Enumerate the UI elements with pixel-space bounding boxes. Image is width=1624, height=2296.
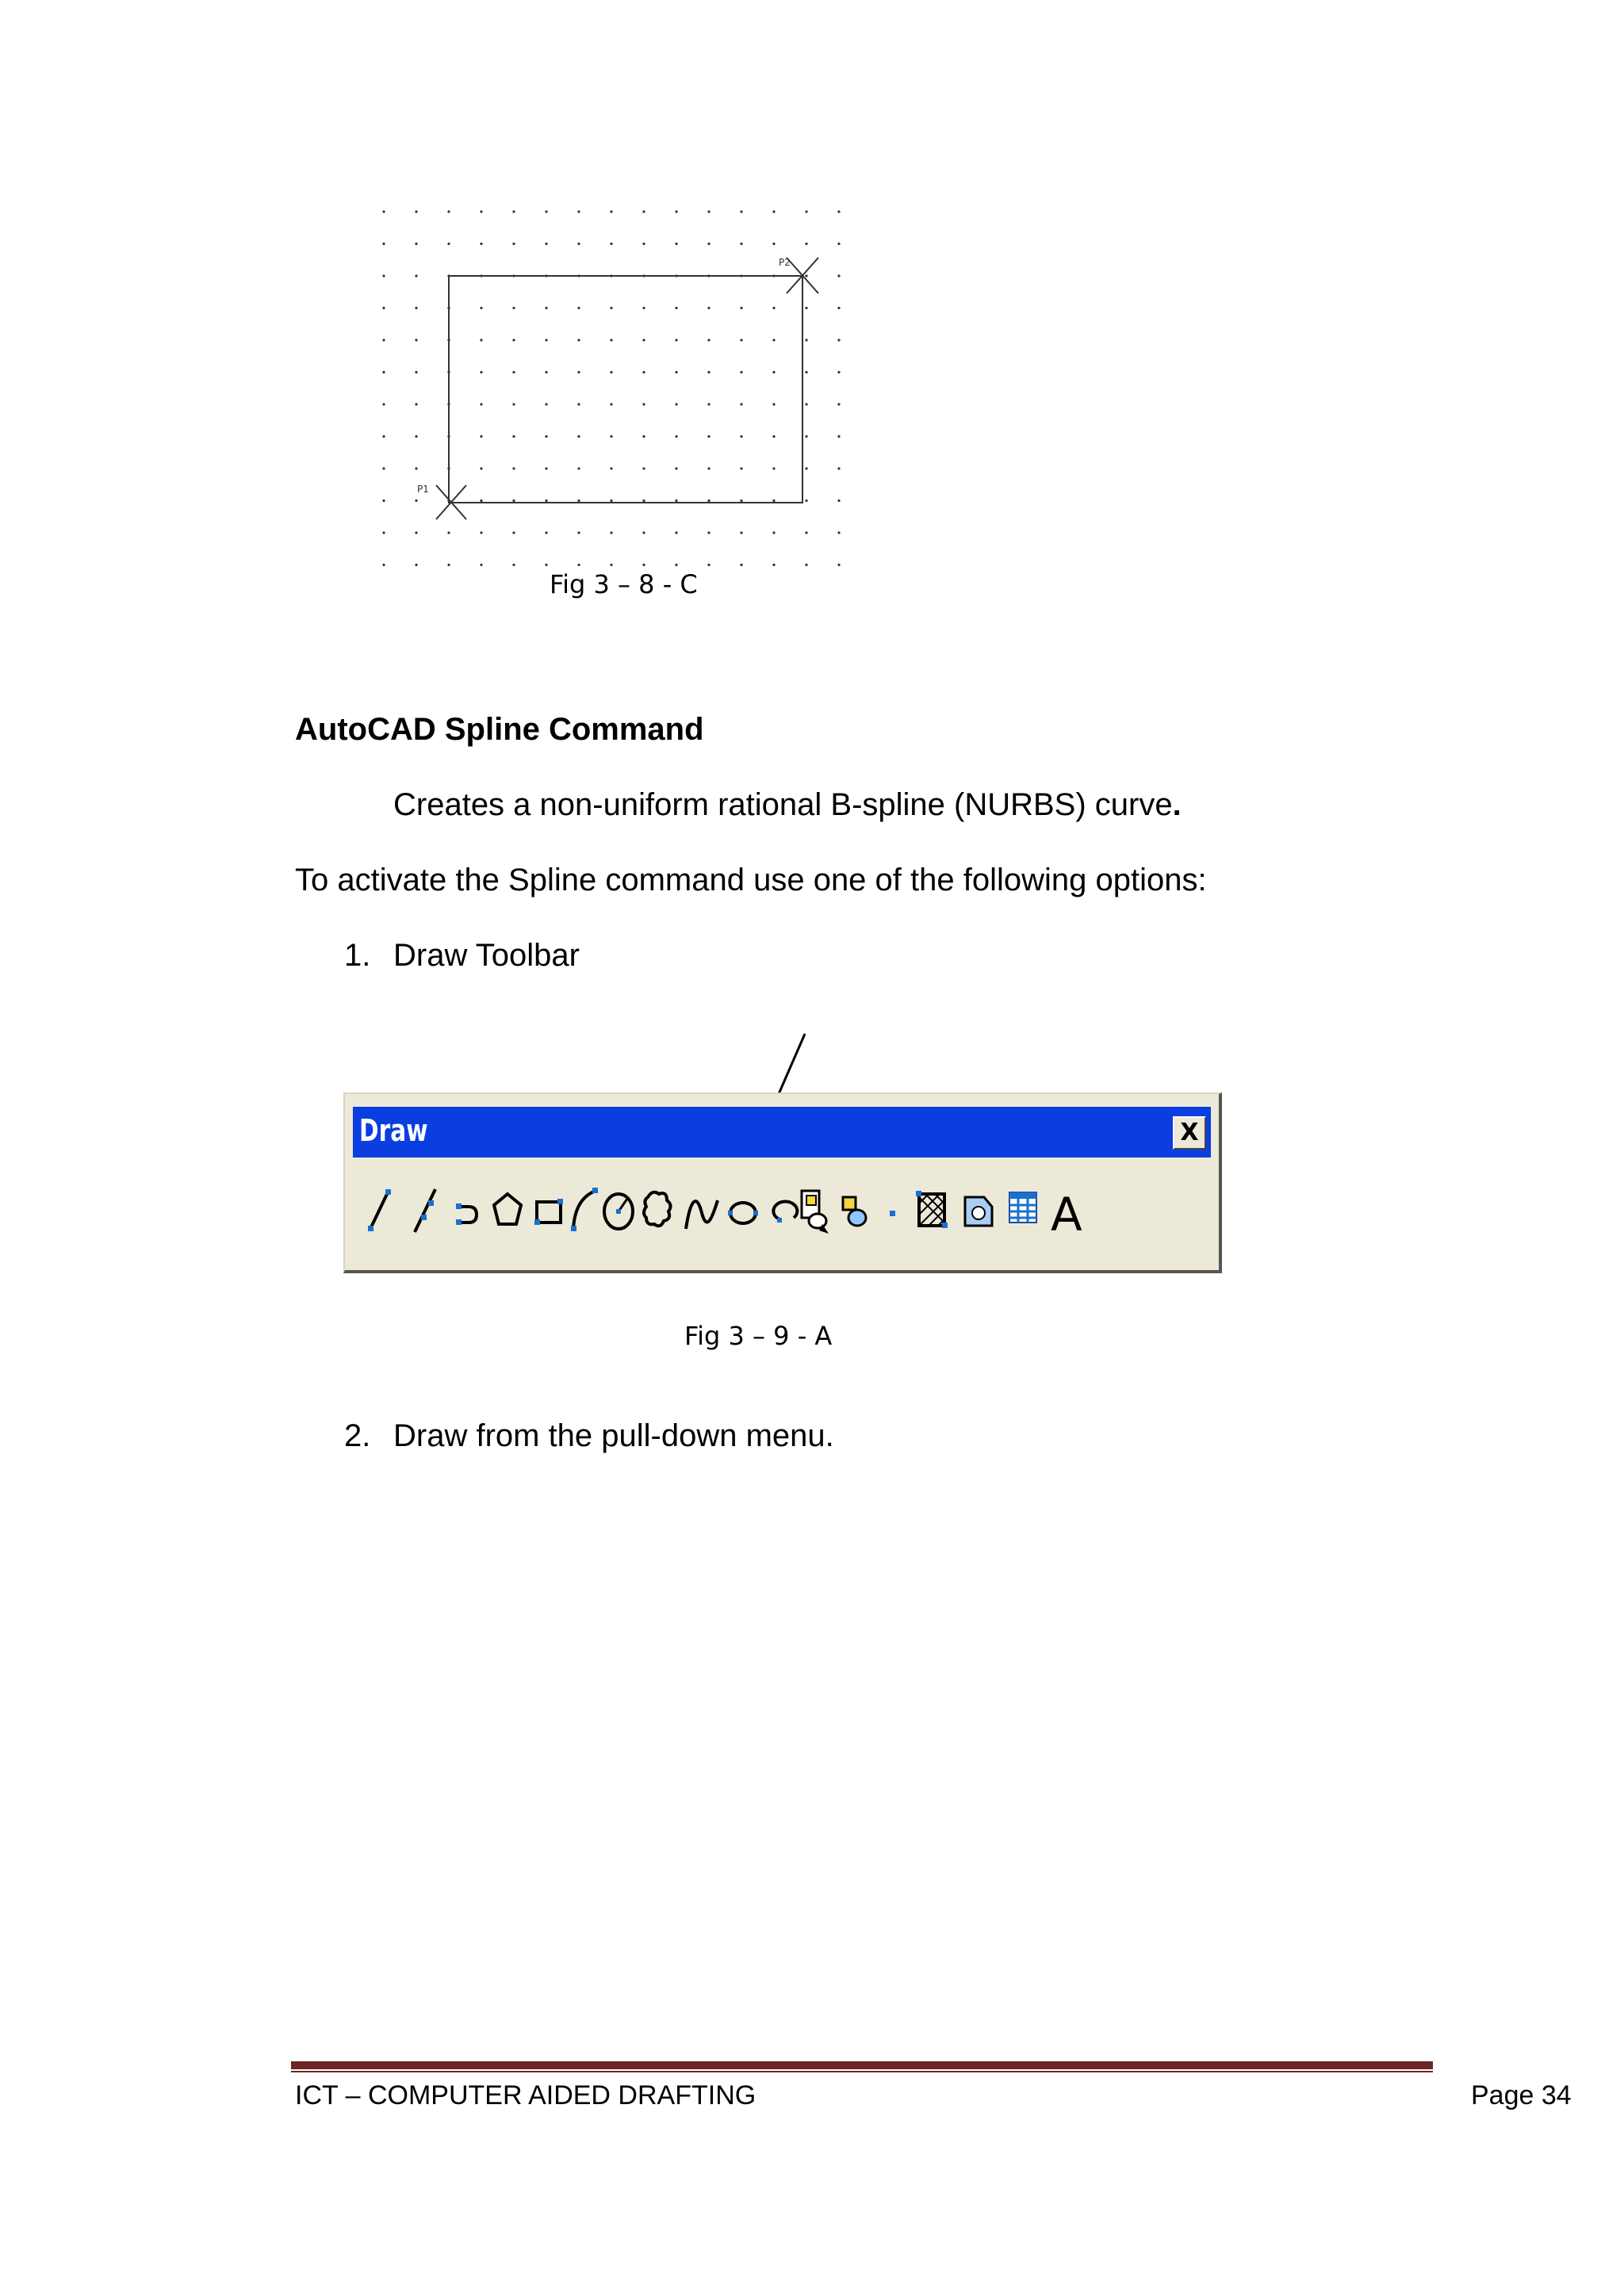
footer-rule-thin xyxy=(291,2071,1433,2072)
grid-dot xyxy=(642,339,645,341)
grid-dot xyxy=(837,499,840,502)
toolbar-icons xyxy=(353,1173,1211,1245)
grid-dot xyxy=(837,564,840,566)
grid-dot xyxy=(415,435,417,438)
grid-dot xyxy=(805,274,807,277)
grid-dot xyxy=(740,499,742,502)
grid-dot xyxy=(545,371,547,373)
grid-dot xyxy=(772,564,775,566)
section-description xyxy=(393,787,1182,823)
toolbar-icon-strip xyxy=(353,1173,1211,1245)
grid-dot xyxy=(772,210,775,212)
list-item xyxy=(344,938,580,974)
grid-dot xyxy=(772,371,775,373)
description-text: Creates a non-uniform rational B-spline (NURBS) curve xyxy=(393,787,1173,822)
figure1-caption: Fig 3 – 8 - C xyxy=(550,569,698,599)
grid-dot xyxy=(545,467,547,469)
grid-dot xyxy=(610,210,612,212)
grid-dot xyxy=(837,210,840,212)
grid-dot xyxy=(480,531,482,534)
grid-dot xyxy=(707,371,710,373)
grid-dot xyxy=(740,467,742,469)
grid-dot xyxy=(837,307,840,309)
list-text: Draw Toolbar xyxy=(393,938,580,973)
grid-dot xyxy=(577,243,580,245)
grid-dot xyxy=(382,467,385,469)
grid-dot xyxy=(415,274,417,277)
grid-dot xyxy=(772,467,775,469)
grid-dot xyxy=(545,531,547,534)
line-icon[interactable] xyxy=(368,1189,391,1231)
grid-dot xyxy=(577,499,580,502)
grid-dot xyxy=(480,467,482,469)
grid-dot xyxy=(415,371,417,373)
arc-icon[interactable] xyxy=(571,1188,598,1231)
grid-dot xyxy=(675,531,677,534)
grid-dot xyxy=(675,403,677,405)
grid-dot xyxy=(480,499,482,502)
grid-dot xyxy=(805,371,807,373)
grid-dot xyxy=(382,531,385,534)
grid-dot xyxy=(415,531,417,534)
grid-dot xyxy=(480,371,482,373)
grid-dot xyxy=(610,339,612,341)
grid-dot xyxy=(577,467,580,469)
grid-dot xyxy=(642,243,645,245)
grid-dot xyxy=(415,339,417,341)
list-item xyxy=(344,1418,834,1454)
spline-icon[interactable] xyxy=(686,1200,718,1229)
grid-dot xyxy=(577,210,580,212)
grid-dot xyxy=(675,371,677,373)
grid-dot xyxy=(382,371,385,373)
grid-dot xyxy=(707,467,710,469)
text-tool-glyph: A xyxy=(1051,1188,1082,1242)
grid-dot xyxy=(512,243,515,245)
list-number: 1. xyxy=(344,938,371,973)
grid-dot xyxy=(772,403,775,405)
grid-dot xyxy=(610,307,612,309)
grid-dot xyxy=(642,435,645,438)
grid-dot xyxy=(480,564,482,566)
grid-dot xyxy=(772,435,775,438)
draw-toolbar xyxy=(343,1093,1222,1273)
grid-dot xyxy=(772,531,775,534)
footer-title: ICT – COMPUTER AIDED DRAFTING xyxy=(295,2080,756,2110)
make-block-icon[interactable] xyxy=(843,1197,866,1226)
grid-dot xyxy=(382,339,385,341)
rectangle-icon[interactable] xyxy=(534,1199,563,1225)
grid-dot xyxy=(512,307,515,309)
grid-dot xyxy=(415,499,417,502)
grid-dot xyxy=(837,531,840,534)
grid-dot xyxy=(805,467,807,469)
grid-dot xyxy=(610,467,612,469)
grid-dot xyxy=(610,499,612,502)
grid-dot xyxy=(740,531,742,534)
grid-dot xyxy=(740,435,742,438)
grid-dot xyxy=(382,435,385,438)
grid-dot xyxy=(382,499,385,502)
grid-dot xyxy=(740,403,742,405)
grid-dot xyxy=(610,403,612,405)
grid-dot xyxy=(415,564,417,566)
grid-dot xyxy=(675,435,677,438)
rectangle-outline xyxy=(449,276,802,503)
grid-dot xyxy=(382,210,385,212)
grid-dot xyxy=(382,243,385,245)
point-label-p1: P1 xyxy=(417,484,429,495)
grid-dot xyxy=(610,435,612,438)
grid-dot xyxy=(545,499,547,502)
grid-dot xyxy=(447,564,450,566)
grid-dot xyxy=(837,339,840,341)
polyline-icon[interactable] xyxy=(456,1203,477,1225)
grid-dot xyxy=(707,403,710,405)
grid-dot xyxy=(707,307,710,309)
activate-instructions: To activate the Spline command use one of the following options: xyxy=(295,863,1207,897)
grid-dot xyxy=(675,243,677,245)
grid-dot xyxy=(805,435,807,438)
grid-dot xyxy=(480,339,482,341)
grid-dot xyxy=(512,564,515,566)
grid-dot xyxy=(707,531,710,534)
grid-dot xyxy=(805,564,807,566)
grid-dot xyxy=(382,403,385,405)
grid-dot xyxy=(805,403,807,405)
list-number: 2. xyxy=(344,1418,371,1453)
point-label-p2: P2 xyxy=(779,257,791,268)
grid-dot xyxy=(707,564,710,566)
grid-dot xyxy=(675,499,677,502)
grid-dot xyxy=(772,339,775,341)
grid-dot xyxy=(545,243,547,245)
grid-dot xyxy=(740,243,742,245)
grid-dot xyxy=(610,564,612,566)
grid-dot xyxy=(577,564,580,566)
grid-dot xyxy=(512,403,515,405)
circle-icon[interactable] xyxy=(604,1194,633,1229)
grid-dot xyxy=(577,531,580,534)
grid-dot xyxy=(642,307,645,309)
grid-dot xyxy=(480,403,482,405)
multiline-text-icon[interactable] xyxy=(1051,1188,1082,1242)
figure2-caption: Fig 3 – 9 - A xyxy=(684,1321,833,1351)
page-number: Page 34 xyxy=(1471,2080,1572,2110)
grid-dot xyxy=(642,403,645,405)
grid-dot xyxy=(545,210,547,212)
grid-dot xyxy=(772,499,775,502)
grid-dot xyxy=(675,210,677,212)
hatch-icon[interactable] xyxy=(916,1191,948,1228)
rectangle-grid-figure xyxy=(373,202,848,575)
footer-rule xyxy=(291,2061,1433,2069)
grid-dot xyxy=(642,499,645,502)
grid-dot xyxy=(707,210,710,212)
grid-dot xyxy=(805,307,807,309)
description-period: . xyxy=(1172,787,1182,822)
insert-block-icon[interactable] xyxy=(802,1191,829,1234)
close-button[interactable]: X xyxy=(1173,1116,1206,1150)
grid-dot xyxy=(707,243,710,245)
grid-dot xyxy=(480,435,482,438)
grid-dot xyxy=(837,274,840,277)
grid-dot xyxy=(805,243,807,245)
table-icon[interactable] xyxy=(1009,1192,1036,1223)
grid-dot xyxy=(447,210,450,212)
grid-dot xyxy=(382,274,385,277)
grid-dot xyxy=(675,467,677,469)
grid-dot xyxy=(772,243,775,245)
grid-dot xyxy=(382,564,385,566)
grid-dot xyxy=(642,467,645,469)
grid-dot xyxy=(480,243,482,245)
grid-dot xyxy=(415,307,417,309)
grid-dot xyxy=(577,403,580,405)
grid-dot xyxy=(512,499,515,502)
grid-dot xyxy=(512,210,515,212)
grid-dot xyxy=(415,403,417,405)
list-text: Draw from the pull-down menu. xyxy=(393,1418,834,1453)
grid-dot xyxy=(480,307,482,309)
grid-dot xyxy=(740,371,742,373)
grid-dot xyxy=(610,531,612,534)
grid-dot xyxy=(837,371,840,373)
grid-dot xyxy=(480,210,482,212)
grid-dot xyxy=(675,339,677,341)
grid-dot xyxy=(415,467,417,469)
grid-dot xyxy=(837,435,840,438)
toolbar-title-bar[interactable] xyxy=(353,1107,1211,1158)
grid-dot xyxy=(642,531,645,534)
grid-dot xyxy=(805,339,807,341)
ellipse-icon[interactable] xyxy=(728,1203,758,1223)
grid-dot xyxy=(512,435,515,438)
grid-dot xyxy=(545,435,547,438)
grid-dot xyxy=(740,210,742,212)
grid-dot xyxy=(805,531,807,534)
grid-dot xyxy=(415,243,417,245)
grid-dot xyxy=(610,371,612,373)
grid-dot xyxy=(642,371,645,373)
grid-dot xyxy=(642,210,645,212)
polygon-icon[interactable] xyxy=(494,1194,521,1224)
ellipse-arc-icon[interactable] xyxy=(773,1202,797,1223)
grid-dot xyxy=(545,403,547,405)
revision-cloud-icon[interactable] xyxy=(644,1192,671,1226)
grid-dot xyxy=(512,467,515,469)
grid-dot xyxy=(610,243,612,245)
grid-dot xyxy=(805,499,807,502)
grid-dot xyxy=(382,307,385,309)
grid-dot xyxy=(837,243,840,245)
grid-dot xyxy=(577,339,580,341)
grid-dot xyxy=(577,435,580,438)
grid-dot xyxy=(577,371,580,373)
grid-dot xyxy=(707,339,710,341)
grid-dot xyxy=(512,371,515,373)
grid-dot xyxy=(837,403,840,405)
grid-dot xyxy=(740,564,742,566)
grid-dot xyxy=(707,499,710,502)
grid-dot xyxy=(447,243,450,245)
grid-dot xyxy=(707,435,710,438)
region-icon[interactable] xyxy=(965,1197,992,1226)
construction-line-icon[interactable] xyxy=(415,1189,435,1232)
grid-dots xyxy=(382,210,840,566)
grid-dot xyxy=(740,307,742,309)
grid-dot xyxy=(415,210,417,212)
grid-dot xyxy=(675,564,677,566)
grid-dot xyxy=(512,531,515,534)
grid-dot xyxy=(545,307,547,309)
point-icon[interactable] xyxy=(890,1211,895,1216)
grid-dot xyxy=(740,339,742,341)
section-heading: AutoCAD Spline Command xyxy=(295,712,704,747)
grid-dot xyxy=(837,467,840,469)
grid-dot xyxy=(642,564,645,566)
grid-dot xyxy=(772,307,775,309)
grid-dot xyxy=(577,307,580,309)
grid-dot xyxy=(675,307,677,309)
grid-dot xyxy=(512,339,515,341)
toolbar-title: Draw xyxy=(359,1113,428,1148)
grid-dot xyxy=(545,564,547,566)
rectangle-grid-drawing xyxy=(373,202,848,575)
grid-dot xyxy=(447,531,450,534)
grid-dot xyxy=(805,210,807,212)
grid-dot xyxy=(545,339,547,341)
